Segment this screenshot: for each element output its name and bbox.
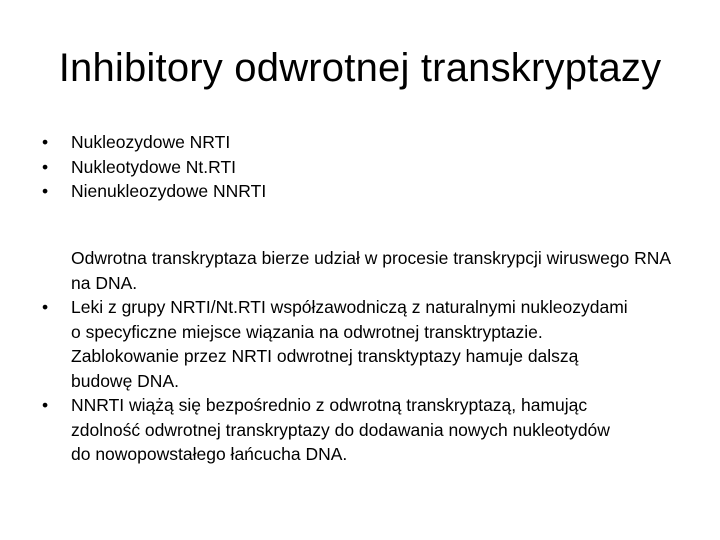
inhibitor-classes-list — [0, 130, 266, 204]
mechanism-list — [0, 295, 631, 467]
list-item — [0, 179, 266, 204]
list-item — [0, 130, 266, 155]
bullet-icon: • — [42, 132, 49, 152]
list-item — [0, 155, 266, 180]
list-item-text: NNRTI wiążą się bezpośrednio z odwrotną transkryptazą, hamując zdolność odwrotnej transkryptazy do dodawania nowych nukleotydów do nowopowstałego łańcucha DNA. — [71, 395, 610, 464]
bullet-icon: • — [42, 297, 49, 317]
list-item-text: Nukleozydowe NRTI — [71, 132, 231, 152]
bullet-icon: • — [42, 395, 49, 415]
list-item-text: Leki z grupy NRTI/Nt.RTI współzawodniczą z naturalnymi nukleozydami o specyficzne miejsce wiązania na odwrotnej transktryptazie. Zablokowanie przez NRTI odwrotnej transktyptazy hamuje dalszą budowę DNA. — [71, 297, 628, 391]
list-item — [0, 393, 631, 467]
intro-paragraph: Odwrotna transkryptaza bierze udział w procesie transkrypcji wiruswego RNA na DNA. — [71, 248, 671, 293]
bullet-icon: • — [42, 156, 49, 177]
bullet-icon: • — [42, 181, 49, 201]
list-item-text: Nukleotydowe Nt.RTI — [71, 156, 237, 177]
list-item — [0, 295, 631, 393]
list-item-text: Nienukleozydowe NNRTI — [71, 181, 267, 201]
slide-title: Inhibitory odwrotnej transkryptazy — [58, 46, 662, 90]
